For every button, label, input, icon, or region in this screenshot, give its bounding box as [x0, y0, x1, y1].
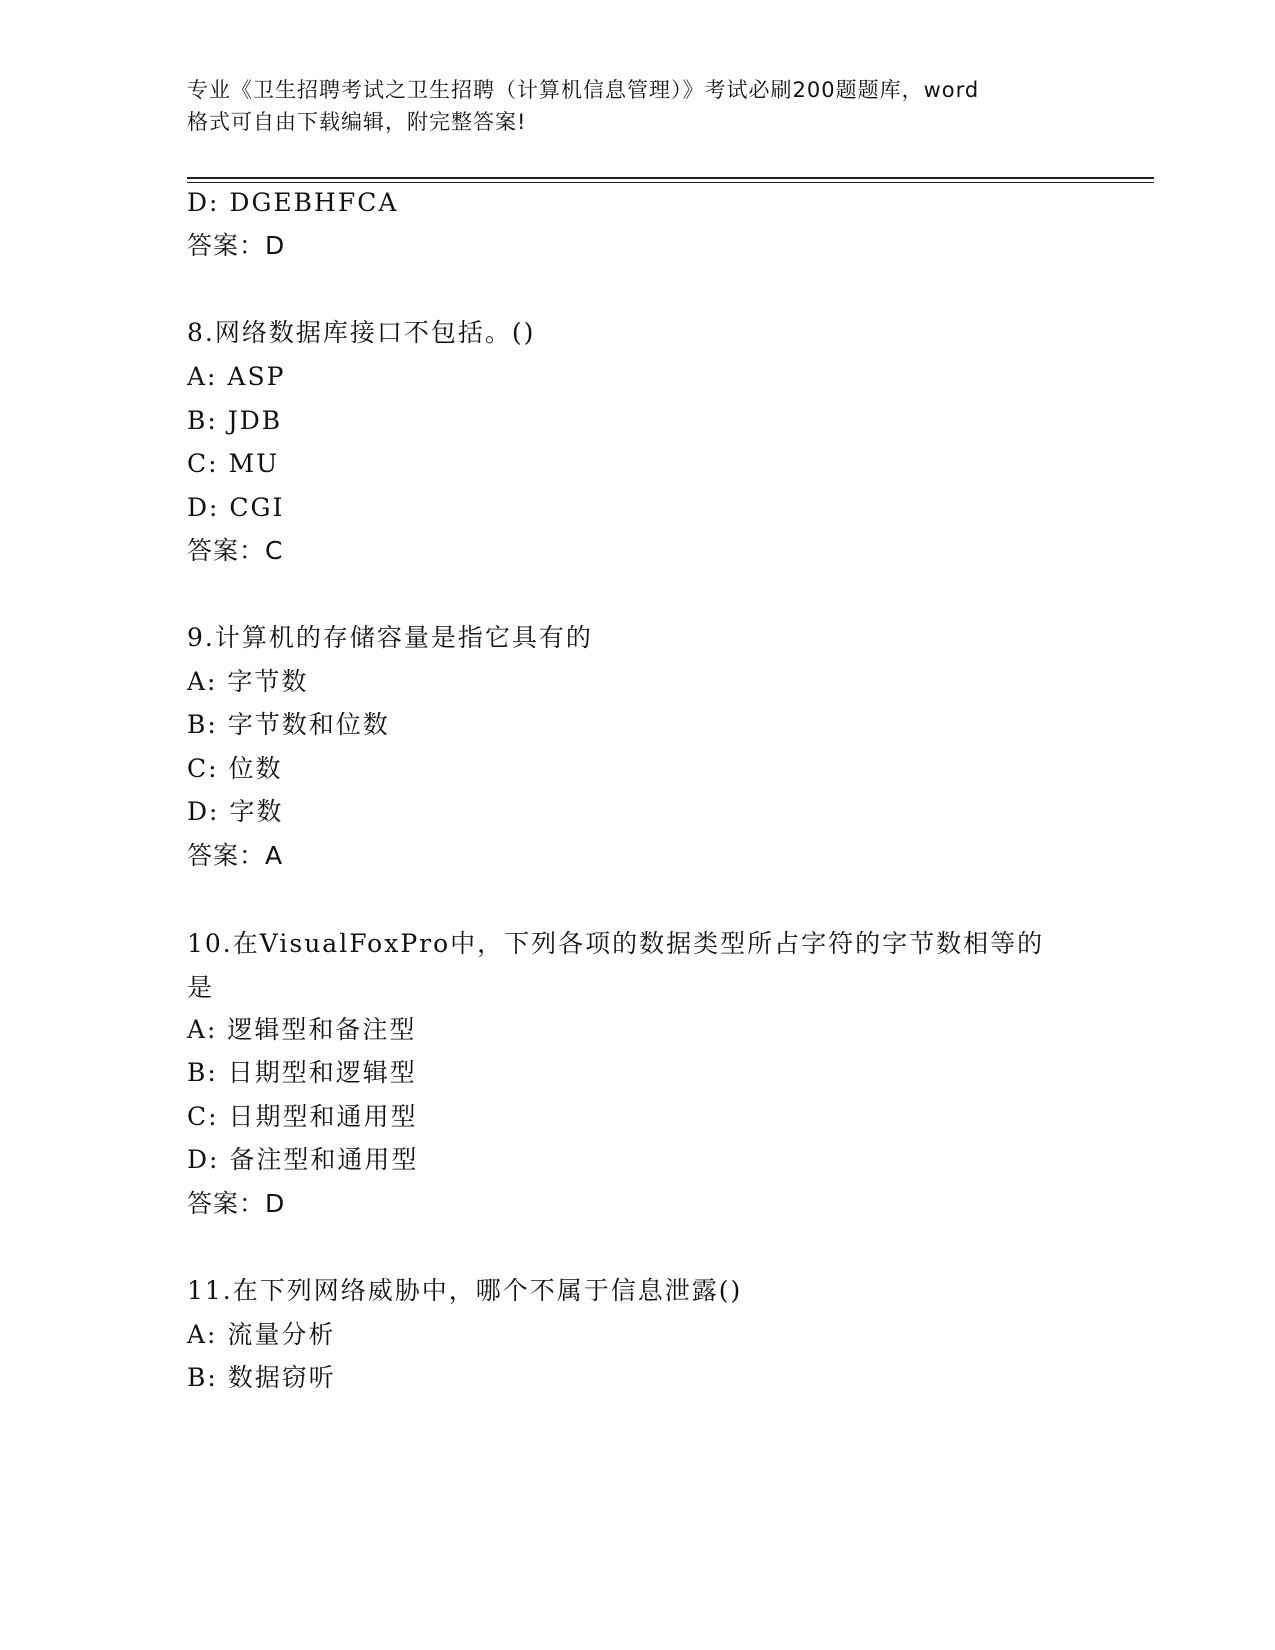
- header-divider-thin: [187, 182, 1154, 183]
- question-8-answer: 答案：C: [187, 536, 284, 565]
- question-10-option-a: A: 逻辑型和备注型: [187, 1015, 417, 1044]
- question-10-option-b: B: 日期型和逻辑型: [187, 1058, 417, 1087]
- question-10-option-d: D: 备注型和通用型: [187, 1145, 419, 1174]
- prev-answer: 答案：D: [187, 231, 286, 260]
- question-10-option-c: C: 日期型和通用型: [187, 1102, 418, 1131]
- document-header: [187, 74, 1087, 138]
- question-11-option-a: A: 流量分析: [187, 1320, 336, 1349]
- question-8-option-a: A: ASP: [187, 362, 286, 391]
- question-9-option-d: D: 字数: [187, 797, 284, 826]
- question-10-answer: 答案：D: [187, 1189, 286, 1218]
- header-line-1: 专业《卫生招聘考试之卫生招聘（计算机信息管理）》考试必刷200题题库，word: [187, 78, 980, 102]
- header-divider: [187, 177, 1154, 179]
- question-8-stem: 8.网络数据库接口不包括。(): [187, 318, 536, 347]
- question-10-stem: 10.在VisualFoxPro中，下列各项的数据类型所占字符的字节数相等的是: [187, 929, 1045, 1002]
- question-8-option-b: B: JDB: [187, 406, 283, 435]
- question-9-option-b: B: 字节数和位数: [187, 710, 390, 739]
- question-9-stem: 9.计算机的存储容量是指它具有的: [187, 623, 593, 652]
- question-9-answer: 答案：A: [187, 841, 284, 870]
- question-8-option-d: D: CGI: [187, 493, 285, 522]
- prev-option-d: D: DGEBHFCA: [187, 188, 399, 217]
- question-11-option-b: B: 数据窃听: [187, 1363, 336, 1392]
- question-9-option-c: C: 位数: [187, 754, 283, 783]
- header-line-2: 格式可自由下载编辑，附完整答案!: [187, 110, 527, 134]
- question-9-option-a: A: 字节数: [187, 667, 309, 696]
- question-11-stem: 11.在下列网络威胁中，哪个不属于信息泄露(): [187, 1276, 743, 1305]
- question-8-option-c: C: MU: [187, 449, 280, 478]
